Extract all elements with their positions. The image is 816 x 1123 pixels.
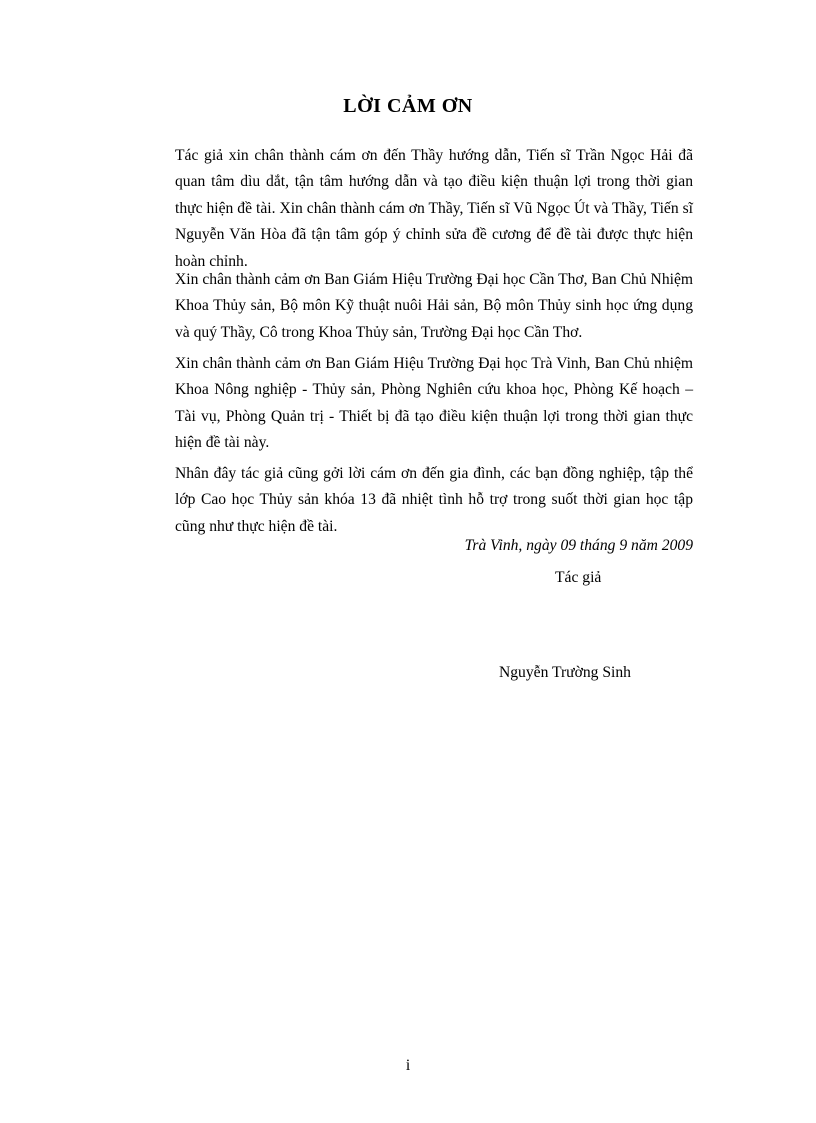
page-title: LỜI CẢM ƠN: [343, 95, 473, 117]
place-and-date: Trà Vinh, ngày 09 tháng 9 năm 2009: [464, 537, 693, 554]
paragraph-thanks-advisors: Tác giả xin chân thành cám ơn đến Thầy hướng dẫn, Tiến sĩ Trần Ngọc Hải đã quan tâm dìu dắt, tận tâm hướng dẫn và tạo điều kiện thuận lợi trong thời gian thực hiện đề tài. Xin chân thành cám ơn Thầy, Tiến sĩ Vũ Ngọc Út và Thầy, Tiến sĩ Nguyễn Văn Hòa đã tận tâm góp ý chỉnh sửa đề cương để đề tài được thực hiện hoàn chỉnh.: [175, 147, 693, 270]
paragraph-thanks-can-tho-university: Xin chân thành cảm ơn Ban Giám Hiệu Trường Đại học Cần Thơ, Ban Chủ Nhiệm Khoa Thủy sản, Bộ môn Kỹ thuật nuôi Hải sản, Bộ môn Thủy sinh học ứng dụng và quý Thầy, Cô trong Khoa Thủy sản, Trường Đại học Cần Thơ.: [175, 271, 693, 341]
paragraph-thanks-tra-vinh-university: Xin chân thành cảm ơn Ban Giám Hiệu Trường Đại học Trà Vinh, Ban Chủ nhiệm Khoa Nông nghiệp - Thủy sản, Phòng Nghiên cứu khoa học, Phòng Kế hoạch – Tài vụ, Phòng Quản trị - Thiết bị đã tạo điều kiện thuận lợi trong thời gian thực hiện đề tài này.: [175, 355, 693, 452]
author-name: Nguyễn Trường Sinh: [499, 664, 631, 681]
author-role: Tác giả: [555, 569, 602, 586]
paragraph-thanks-family-classmates: Nhân đây tác giả cũng gởi lời cám ơn đến gia đình, các bạn đồng nghiệp, tập thể lớp Cao học Thủy sản khóa 13 đã nhiệt tình hỗ trợ trong suốt thời gian học tập cũng như thực hiện đề tài.: [175, 465, 693, 535]
page-number: i: [405, 1057, 411, 1074]
